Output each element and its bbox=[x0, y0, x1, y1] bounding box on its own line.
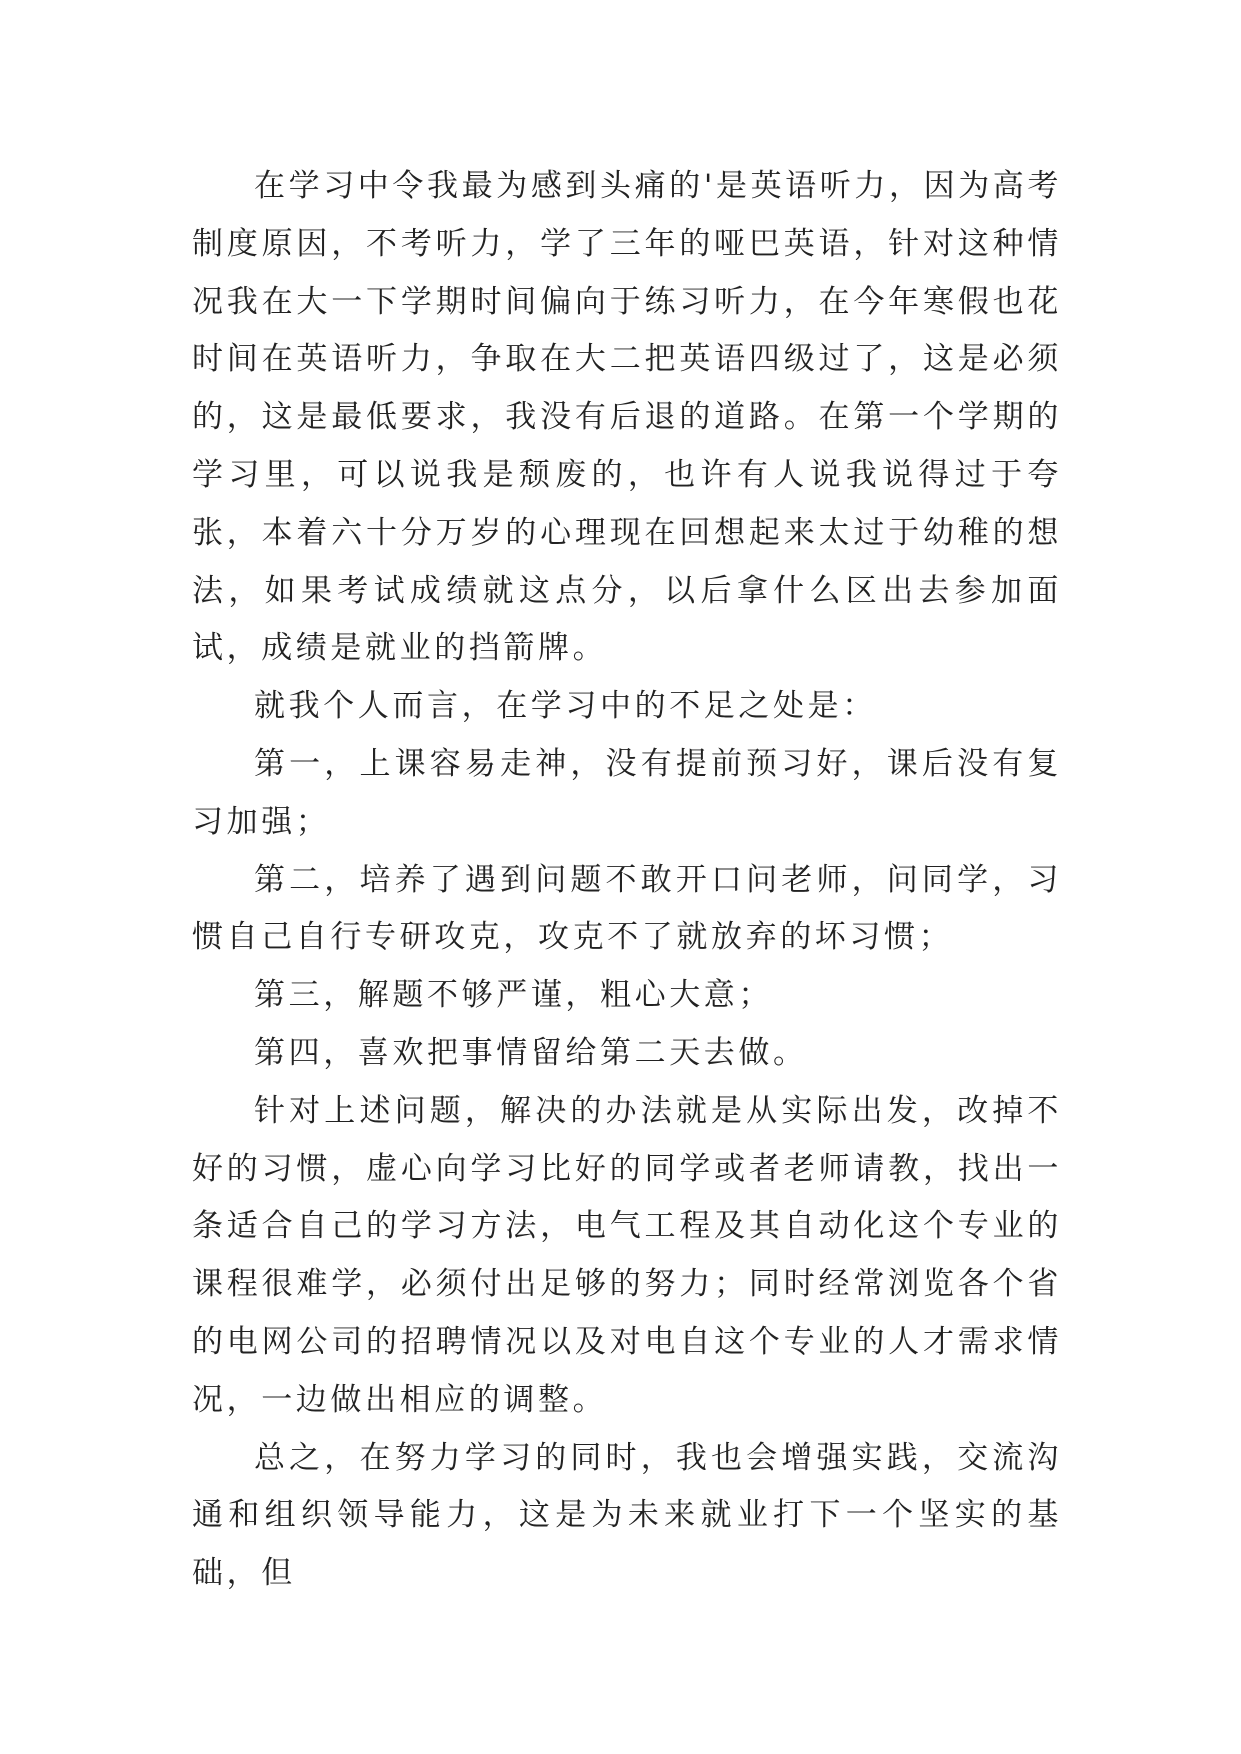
paragraph-point-one: 第一，上课容易走神，没有提前预习好，课后没有复习加强； bbox=[192, 745, 1062, 840]
paragraph-point-three: 第三，解题不够严谨，粗心大意； bbox=[254, 977, 773, 1014]
document-body bbox=[192, 158, 1062, 1603]
paragraph-point-two: 第二，培养了遇到问题不敢开口问老师，问同学，习惯自己自行专研攻克，攻克不了就放弃的坏习惯； bbox=[192, 861, 1062, 956]
paragraph-solutions: 针对上述问题，解决的办法就是从实际出发，改掉不好的习惯，虚心向学习比好的同学或者老师请教，找出一条适合自己的学习方法，电气工程及其自动化这个专业的课程很难学，必须付出足够的努力；同时经常浏览各个省的电网公司的招聘情况以及对电自这个专业的人才需求情况，一边做出相应的调整。 bbox=[192, 1092, 1062, 1418]
paragraph-shortcomings-intro: 就我个人而言，在学习中的不足之处是： bbox=[254, 688, 877, 725]
paragraph-english-listening: 在学习中令我最为感到头痛的'是英语听力，因为高考制度原因，不考听力，学了三年的哑巴英语，针对这种情况我在大一下学期时间偏向于练习听力，在今年寒假也花时间在英语听力，争取在大二把英语四级过了，这是必须的，这是最低要求，我没有后退的道路。在第一个学期的学习里，可以说我是颓废的，也许有人说我说得过于夸张，本着六十分万岁的心理现在回想起来太过于幼稚的想法，如果考试成绩就这点分，以后拿什么区出去参加面试，成绩是就业的挡箭牌。 bbox=[192, 168, 1062, 667]
paragraph-conclusion: 总之，在努力学习的同时，我也会增强实践，交流沟通和组织领导能力，这是为未来就业打下一个坚实的基础，但 bbox=[192, 1439, 1062, 1592]
paragraph-point-four: 第四，喜欢把事情留给第二天去做。 bbox=[254, 1034, 808, 1071]
